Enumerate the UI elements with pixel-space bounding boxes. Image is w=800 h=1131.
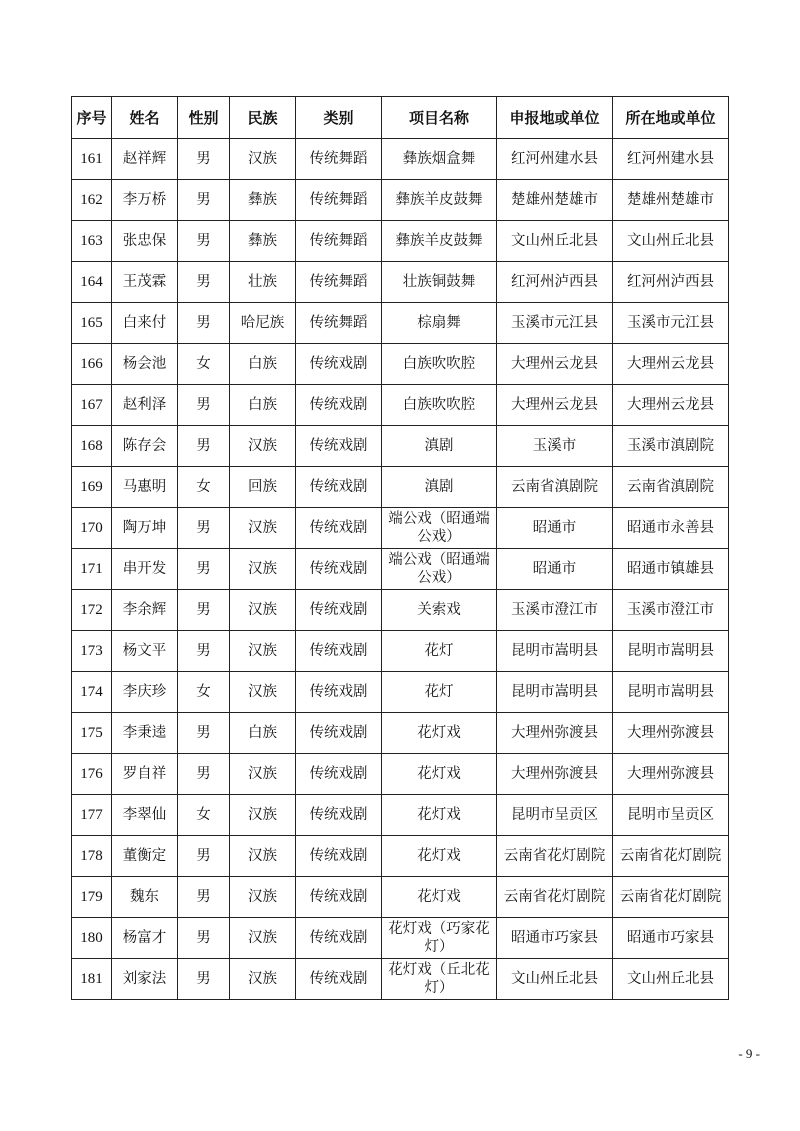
table-row — [72, 344, 729, 385]
cell-ethnicity: 汉族 — [230, 426, 296, 467]
cell-gender: 男 — [178, 836, 230, 877]
cell-declaring-unit: 昆明市呈贡区 — [497, 795, 613, 836]
cell-category: 传统舞蹈 — [296, 303, 382, 344]
cell-category: 传统舞蹈 — [296, 262, 382, 303]
table-row — [72, 590, 729, 631]
cell-declaring-unit: 文山州丘北县 — [497, 221, 613, 262]
table-body — [72, 139, 729, 1000]
cell-project-name: 彝族羊皮鼓舞 — [382, 180, 497, 221]
cell-category: 传统戏剧 — [296, 877, 382, 918]
cell-name: 刘家法 — [112, 959, 178, 1000]
cell-category: 传统舞蹈 — [296, 221, 382, 262]
cell-declaring-unit: 昭通市 — [497, 508, 613, 549]
heritage-list-table-container — [71, 96, 728, 1000]
cell-index: 173 — [72, 631, 112, 672]
cell-project-name: 花灯戏 — [382, 754, 497, 795]
cell-index: 180 — [72, 918, 112, 959]
cell-declaring-unit: 玉溪市元江县 — [497, 303, 613, 344]
cell-location-unit: 云南省滇剧院 — [613, 467, 729, 508]
cell-location-unit: 玉溪市元江县 — [613, 303, 729, 344]
cell-location-unit: 昆明市嵩明县 — [613, 672, 729, 713]
cell-index: 163 — [72, 221, 112, 262]
header-ethnicity: 民族 — [230, 97, 296, 139]
cell-location-unit: 昆明市嵩明县 — [613, 631, 729, 672]
cell-project-name: 白族吹吹腔 — [382, 344, 497, 385]
cell-gender: 男 — [178, 631, 230, 672]
cell-project-name: 棕扇舞 — [382, 303, 497, 344]
cell-declaring-unit: 昆明市嵩明县 — [497, 631, 613, 672]
table-row — [72, 180, 729, 221]
cell-name: 白来付 — [112, 303, 178, 344]
cell-category: 传统戏剧 — [296, 631, 382, 672]
cell-gender: 男 — [178, 426, 230, 467]
cell-declaring-unit: 文山州丘北县 — [497, 959, 613, 1000]
header-location-unit: 所在地或单位 — [613, 97, 729, 139]
table-row — [72, 262, 729, 303]
cell-project-name: 花灯 — [382, 631, 497, 672]
cell-name: 王茂霖 — [112, 262, 178, 303]
heritage-list-table — [71, 96, 729, 1000]
cell-category: 传统戏剧 — [296, 385, 382, 426]
cell-ethnicity: 汉族 — [230, 631, 296, 672]
table-row — [72, 918, 729, 959]
cell-name: 陶万坤 — [112, 508, 178, 549]
cell-ethnicity: 汉族 — [230, 959, 296, 1000]
cell-index: 168 — [72, 426, 112, 467]
cell-ethnicity: 汉族 — [230, 590, 296, 631]
cell-project-name: 花灯 — [382, 672, 497, 713]
cell-gender: 男 — [178, 918, 230, 959]
cell-name: 李庆珍 — [112, 672, 178, 713]
cell-declaring-unit: 大理州云龙县 — [497, 385, 613, 426]
cell-gender: 女 — [178, 672, 230, 713]
cell-project-name: 滇剧 — [382, 426, 497, 467]
table-header-row — [72, 97, 729, 139]
header-index: 序号 — [72, 97, 112, 139]
table-row — [72, 672, 729, 713]
header-declaring-unit: 申报地或单位 — [497, 97, 613, 139]
cell-gender: 男 — [178, 590, 230, 631]
cell-name: 杨会池 — [112, 344, 178, 385]
cell-index: 171 — [72, 549, 112, 590]
cell-project-name: 端公戏（昭通端公戏） — [382, 549, 497, 590]
cell-category: 传统戏剧 — [296, 713, 382, 754]
cell-name: 李翠仙 — [112, 795, 178, 836]
cell-gender: 男 — [178, 959, 230, 1000]
cell-project-name: 白族吹吹腔 — [382, 385, 497, 426]
cell-name: 董衡定 — [112, 836, 178, 877]
cell-project-name: 关索戏 — [382, 590, 497, 631]
cell-gender: 男 — [178, 713, 230, 754]
cell-gender: 男 — [178, 508, 230, 549]
cell-index: 174 — [72, 672, 112, 713]
cell-ethnicity: 彝族 — [230, 221, 296, 262]
cell-name: 杨富才 — [112, 918, 178, 959]
cell-location-unit: 红河州泸西县 — [613, 262, 729, 303]
cell-index: 170 — [72, 508, 112, 549]
cell-declaring-unit: 大理州云龙县 — [497, 344, 613, 385]
cell-gender: 男 — [178, 262, 230, 303]
cell-name: 马惠明 — [112, 467, 178, 508]
cell-category: 传统戏剧 — [296, 795, 382, 836]
header-project-name: 项目名称 — [382, 97, 497, 139]
cell-gender: 男 — [178, 754, 230, 795]
cell-ethnicity: 汉族 — [230, 754, 296, 795]
table-row — [72, 877, 729, 918]
cell-ethnicity: 汉族 — [230, 918, 296, 959]
cell-category: 传统戏剧 — [296, 754, 382, 795]
cell-gender: 女 — [178, 344, 230, 385]
cell-location-unit: 玉溪市澄江市 — [613, 590, 729, 631]
cell-declaring-unit: 昭通市 — [497, 549, 613, 590]
cell-location-unit: 昭通市永善县 — [613, 508, 729, 549]
cell-category: 传统戏剧 — [296, 836, 382, 877]
cell-ethnicity: 哈尼族 — [230, 303, 296, 344]
cell-category: 传统戏剧 — [296, 590, 382, 631]
cell-index: 166 — [72, 344, 112, 385]
cell-category: 传统戏剧 — [296, 508, 382, 549]
cell-ethnicity: 白族 — [230, 713, 296, 754]
table-row — [72, 959, 729, 1000]
cell-category: 传统戏剧 — [296, 959, 382, 1000]
cell-project-name: 花灯戏 — [382, 836, 497, 877]
cell-location-unit: 大理州弥渡县 — [613, 713, 729, 754]
cell-name: 杨文平 — [112, 631, 178, 672]
cell-location-unit: 云南省花灯剧院 — [613, 877, 729, 918]
cell-gender: 女 — [178, 795, 230, 836]
cell-index: 169 — [72, 467, 112, 508]
cell-category: 传统戏剧 — [296, 467, 382, 508]
table-row — [72, 508, 729, 549]
cell-category: 传统戏剧 — [296, 426, 382, 467]
cell-index: 165 — [72, 303, 112, 344]
cell-location-unit: 昭通市镇雄县 — [613, 549, 729, 590]
cell-location-unit: 文山州丘北县 — [613, 959, 729, 1000]
cell-declaring-unit: 大理州弥渡县 — [497, 713, 613, 754]
cell-declaring-unit: 昆明市嵩明县 — [497, 672, 613, 713]
cell-project-name: 彝族羊皮鼓舞 — [382, 221, 497, 262]
cell-declaring-unit: 红河州泸西县 — [497, 262, 613, 303]
cell-index: 177 — [72, 795, 112, 836]
cell-location-unit: 昭通市巧家县 — [613, 918, 729, 959]
cell-index: 176 — [72, 754, 112, 795]
table-row — [72, 385, 729, 426]
cell-declaring-unit: 大理州弥渡县 — [497, 754, 613, 795]
cell-ethnicity: 壮族 — [230, 262, 296, 303]
cell-gender: 男 — [178, 221, 230, 262]
cell-category: 传统戏剧 — [296, 918, 382, 959]
cell-declaring-unit: 玉溪市 — [497, 426, 613, 467]
cell-declaring-unit: 昭通市巧家县 — [497, 918, 613, 959]
cell-project-name: 花灯戏 — [382, 795, 497, 836]
cell-location-unit: 玉溪市滇剧院 — [613, 426, 729, 467]
cell-name: 张忠保 — [112, 221, 178, 262]
cell-name: 赵利泽 — [112, 385, 178, 426]
cell-category: 传统戏剧 — [296, 549, 382, 590]
cell-gender: 男 — [178, 139, 230, 180]
cell-declaring-unit: 玉溪市澄江市 — [497, 590, 613, 631]
table-row — [72, 713, 729, 754]
cell-ethnicity: 回族 — [230, 467, 296, 508]
cell-ethnicity: 汉族 — [230, 836, 296, 877]
cell-project-name: 花灯戏（巧家花灯） — [382, 918, 497, 959]
cell-category: 传统戏剧 — [296, 672, 382, 713]
cell-gender: 男 — [178, 877, 230, 918]
cell-ethnicity: 白族 — [230, 344, 296, 385]
cell-index: 167 — [72, 385, 112, 426]
cell-index: 181 — [72, 959, 112, 1000]
cell-declaring-unit: 楚雄州楚雄市 — [497, 180, 613, 221]
cell-name: 罗自祥 — [112, 754, 178, 795]
cell-gender: 男 — [178, 385, 230, 426]
cell-gender: 男 — [178, 549, 230, 590]
cell-project-name: 花灯戏 — [382, 713, 497, 754]
table-row — [72, 221, 729, 262]
cell-location-unit: 红河州建水县 — [613, 139, 729, 180]
table-row — [72, 139, 729, 180]
cell-gender: 男 — [178, 180, 230, 221]
cell-index: 172 — [72, 590, 112, 631]
cell-location-unit: 大理州云龙县 — [613, 344, 729, 385]
table-row — [72, 426, 729, 467]
cell-index: 161 — [72, 139, 112, 180]
cell-index: 179 — [72, 877, 112, 918]
cell-location-unit: 昆明市呈贡区 — [613, 795, 729, 836]
cell-gender: 女 — [178, 467, 230, 508]
cell-index: 178 — [72, 836, 112, 877]
cell-location-unit: 楚雄州楚雄市 — [613, 180, 729, 221]
cell-location-unit: 云南省花灯剧院 — [613, 836, 729, 877]
cell-name: 李余辉 — [112, 590, 178, 631]
cell-index: 162 — [72, 180, 112, 221]
cell-gender: 男 — [178, 303, 230, 344]
table-row — [72, 836, 729, 877]
cell-declaring-unit: 云南省花灯剧院 — [497, 877, 613, 918]
cell-index: 175 — [72, 713, 112, 754]
cell-declaring-unit: 红河州建水县 — [497, 139, 613, 180]
page-number: - 9 - — [738, 1046, 760, 1061]
cell-declaring-unit: 云南省花灯剧院 — [497, 836, 613, 877]
cell-name: 魏东 — [112, 877, 178, 918]
cell-location-unit: 文山州丘北县 — [613, 221, 729, 262]
table-row — [72, 631, 729, 672]
table-row — [72, 467, 729, 508]
cell-project-name: 端公戏（昭通端公戏） — [382, 508, 497, 549]
table-row — [72, 754, 729, 795]
cell-index: 164 — [72, 262, 112, 303]
cell-ethnicity: 汉族 — [230, 549, 296, 590]
cell-name: 李万桥 — [112, 180, 178, 221]
cell-project-name: 花灯戏（丘北花灯） — [382, 959, 497, 1000]
cell-name: 赵祥辉 — [112, 139, 178, 180]
cell-category: 传统舞蹈 — [296, 139, 382, 180]
table-row — [72, 795, 729, 836]
cell-category: 传统舞蹈 — [296, 180, 382, 221]
cell-project-name: 花灯戏 — [382, 877, 497, 918]
header-name: 姓名 — [112, 97, 178, 139]
cell-ethnicity: 汉族 — [230, 877, 296, 918]
cell-location-unit: 大理州弥渡县 — [613, 754, 729, 795]
table-row — [72, 549, 729, 590]
cell-project-name: 壮族铜鼓舞 — [382, 262, 497, 303]
cell-name: 陈存会 — [112, 426, 178, 467]
cell-project-name: 彝族烟盒舞 — [382, 139, 497, 180]
cell-ethnicity: 汉族 — [230, 139, 296, 180]
cell-ethnicity: 汉族 — [230, 672, 296, 713]
cell-ethnicity: 白族 — [230, 385, 296, 426]
cell-location-unit: 大理州云龙县 — [613, 385, 729, 426]
cell-ethnicity: 彝族 — [230, 180, 296, 221]
cell-name: 李秉逵 — [112, 713, 178, 754]
header-category: 类别 — [296, 97, 382, 139]
cell-ethnicity: 汉族 — [230, 508, 296, 549]
header-gender: 性别 — [178, 97, 230, 139]
table-row — [72, 303, 729, 344]
cell-ethnicity: 汉族 — [230, 795, 296, 836]
cell-declaring-unit: 云南省滇剧院 — [497, 467, 613, 508]
cell-name: 串开发 — [112, 549, 178, 590]
cell-category: 传统戏剧 — [296, 344, 382, 385]
cell-project-name: 滇剧 — [382, 467, 497, 508]
